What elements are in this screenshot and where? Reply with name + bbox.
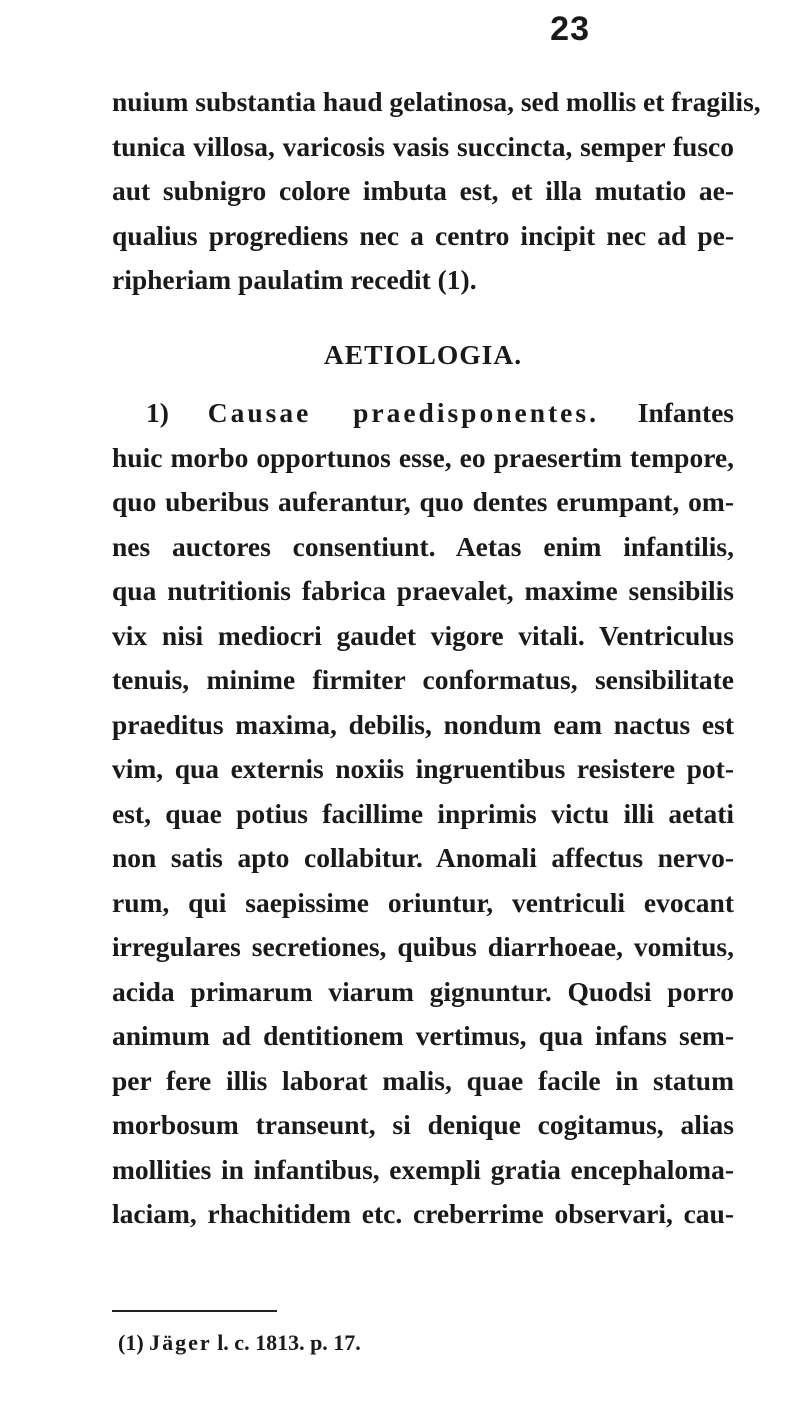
footnote-citation: l. c. 1813. p. 17. xyxy=(217,1330,361,1355)
footnote-marker: (1) xyxy=(118,1330,144,1355)
text-line: animum ad dentitionem vertimus, qua infans sem- xyxy=(112,1020,734,1051)
footnote xyxy=(118,1330,361,1356)
text-line: irregulares secretiones, quibus diarrhoeae, vomitus, xyxy=(112,931,734,962)
text-line: acida primarum viarum gignuntur. Quodsi porro xyxy=(112,975,734,1007)
text-line: qualius progrediens nec a centro incipit nec ad pe- xyxy=(112,219,734,251)
text-line: ripheriam paulatim recedit (1). xyxy=(112,264,477,295)
text-line: nes auctores consentiunt. Aetas enim infantilis, xyxy=(112,530,734,562)
text-line: vix nisi mediocri gaudet vigore vitali. Ventriculus xyxy=(112,619,734,651)
text-line: morbosum transeunt, si denique cogitamus, alias xyxy=(112,1109,734,1140)
text-line: mollities in infantibus, exempli gratia encephaloma- xyxy=(112,1153,734,1185)
spaced-term: Causae praedisponentes. xyxy=(207,397,599,428)
text-line: vim, qua externis noxiis ingruentibus resistere pot- xyxy=(112,753,734,784)
text-line: tenuis, minime firmiter conformatus, sensibilitate xyxy=(112,664,734,695)
paragraph-first-line xyxy=(112,391,734,436)
text-line: laciam, rhachitidem etc. creberrime observari, cau- xyxy=(112,1198,734,1229)
text-line: qua nutritionis fabrica praevalet, maxime sensibilis xyxy=(112,575,734,606)
line-rest: Infantes xyxy=(637,397,735,428)
text-line: aut subnigro colore imbuta est, et illa mutatio ae- xyxy=(112,175,734,206)
footnote-author: Jäger xyxy=(149,1330,212,1355)
text-line: huic morbo opportunos esse, eo praesertim tempore, xyxy=(112,441,734,473)
text-line: praeditus maxima, debilis, nondum eam nactus est xyxy=(112,708,734,740)
text-line: nuium substantia haud gelatinosa, sed mollis et fragilis, xyxy=(112,86,761,117)
text-line: non satis apto collabitur. Anomali affectus nervo- xyxy=(112,842,734,873)
item-number: 1) xyxy=(146,397,169,428)
text-line: rum, qui saepissime oriuntur, ventriculi evocant xyxy=(112,886,734,918)
text-line: tunica villosa, varicosis vasis succincta, semper fusco xyxy=(112,130,734,162)
text-line: quo uberibus auferantur, quo dentes erumpant, om- xyxy=(112,486,734,517)
section-heading: AETIOLOGIA. xyxy=(323,338,523,370)
page-number: 23 xyxy=(550,10,590,48)
footnote-rule xyxy=(112,1310,277,1312)
text-line: per fere illis laborat malis, quae facile in statum xyxy=(112,1064,734,1096)
body-text xyxy=(112,80,761,1237)
text-line: est, quae potius facillime inprimis victu illi aetati xyxy=(112,797,734,829)
